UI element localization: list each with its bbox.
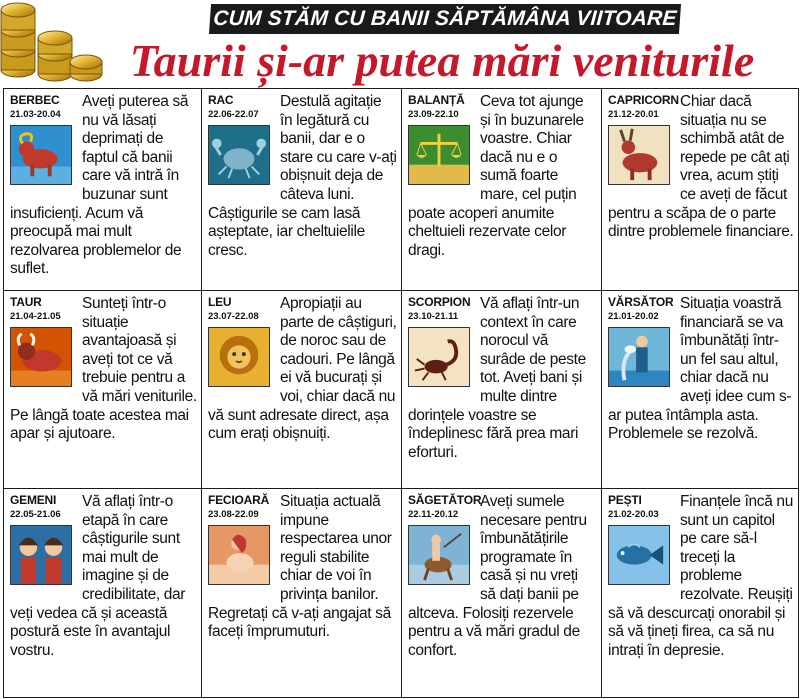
sign-card-berbec [4,89,202,291]
sign-text: Vă aflați într-o etapă în care câștigurile sunt mai mult de imagine și de credibilitate, dar veți vedea că și această postură este în avantajul vostru. [10,493,186,659]
sign-card-gemeni [4,489,202,697]
sign-card-fecioara [202,489,402,697]
sign-text: Aveți sumele necesare pentru îmbunătățirile programate în casă și nu vreți să dați banii pe altceva. Folosiți rezervele pentru a vă mări gradul de confort. [408,493,587,659]
sign-text: Apropiații au parte de câștiguri, de noroc sau de cadouri. Pe lângă ei vă bucurați și voi, chiar dacă nu vă sunt adresate direct, așa cum erați obișnuiți. [208,295,397,443]
scales-icon [408,125,470,185]
crab-icon [208,125,270,185]
sign-card-varsator [602,291,798,489]
sign-dates: 23.10-21.11 [408,311,459,322]
sign-text: Chiar dacă situația nu se schimbă atât de repede pe cât ați vrea, acum știți ce aveți de făcut pentru a scăpa de o parte dintre problemele financiare. [608,93,794,241]
sign-dates: 21.01-20.02 [608,311,659,322]
ram-icon [10,125,72,185]
sign-card-taur [4,291,202,489]
page-headline: Taurii și-ar putea mări veniturile [129,35,755,86]
sign-name: SCORPION [408,295,471,309]
horoscope-grid [3,88,799,698]
sign-card-rac [202,89,402,291]
sign-dates: 21.02-20.03 [608,509,659,520]
sign-text: Vă aflați într-un context în care norocul vă surâde de peste tot. Aveți bani și multe dintre dorințele voastre se îndeplinesc fără prea mari eforturi. [408,295,586,461]
sign-name: GEMENI [10,493,57,507]
sign-name: BERBEC [10,93,60,107]
sign-text: Destulă agitație în legătură cu banii, dar e o stare cu care v-ați obișnuit deja de câteva luni. Câștigurile se cam lasă așteptate, iar cheltuielile cresc. [208,93,397,259]
sign-dates: 21.03-20.04 [10,109,61,120]
sign-text: Situația voastră financiară se va îmbunătăți într-un fel sau altul, chiar dacă nu aveți idee cum s-ar putea întâmpla asta. Problemele se rezolvă. [608,295,792,443]
sign-card-pesti [602,489,798,697]
scorpion-icon [408,327,470,387]
goat-icon [608,125,670,185]
sign-text: Finanțele încă nu sunt un capitol pe care să-l treceți la probleme rezolvate. Reușiți să vă descurcați onorabil și să vă țineți firea, ca să nu intrați în depresie. [608,493,793,659]
lion-icon [208,327,270,387]
sign-name: PEȘTI [608,493,642,507]
sign-name: TAUR [10,295,42,309]
sign-text: Sunteți într-o situație avantajoasă și aveți tot ce vă trebuie pentru a vă mări veniturile. Pe lângă toate acestea mai apar și ajutoare. [10,295,197,443]
sign-name: VĂRSĂTOR [608,295,674,309]
sign-dates: 22.06-22.07 [208,109,259,120]
water-bearer-icon [608,327,670,387]
sign-name: FECIOARĂ [208,493,270,507]
fish-icon [608,525,670,585]
sign-dates: 23.07-22.08 [208,311,259,322]
sign-dates: 23.09-22.10 [408,109,459,120]
sign-name: BALANȚĂ [408,93,465,107]
sign-dates: 21.04-21.05 [10,311,61,322]
sign-name: LEU [208,295,232,309]
sign-dates: 23.08-22.09 [208,509,259,520]
sign-dates: 22.05-21.06 [10,509,61,520]
sign-card-balanta [402,89,602,291]
sign-card-sagetator [402,489,602,697]
sign-card-scorpion [402,291,602,489]
sign-name: RAC [208,93,234,107]
sign-name: SĂGETĂTOR [408,493,482,507]
bull-icon [10,327,72,387]
virgin-icon [208,525,270,585]
sign-card-leu [202,291,402,489]
sign-card-capricorn [602,89,798,291]
sign-dates: 22.11-20.12 [408,509,459,520]
sign-text: Aveți puterea să nu vă lăsați deprimați de faptul că banii care vă intră în buzunar sunt insuficienți. Acum vă preocupă mai mult rezolvarea problemelor de suflet. [10,93,189,278]
sign-text: Situația actuală impune respectarea unor reguli stabilite chiar de voi în privința banilor. Regretați că v-ați angajat să faceți împrumuturi. [208,493,392,641]
sign-dates: 21.12-20.01 [608,109,659,120]
sign-name: CAPRICORN [608,93,679,107]
twins-icon [10,525,72,585]
sign-text: Ceva tot ajunge și în buzunarele voastre. Chiar dacă nu e o sumă foarte mare, cel puțin poate acoperi anumite cheltuieli rezervate celor dragi. [408,93,584,259]
section-kicker: CUM STĂM CU BANII SĂPTĂMÂNA VIITOARE [209,4,681,34]
archer-icon [408,525,470,585]
